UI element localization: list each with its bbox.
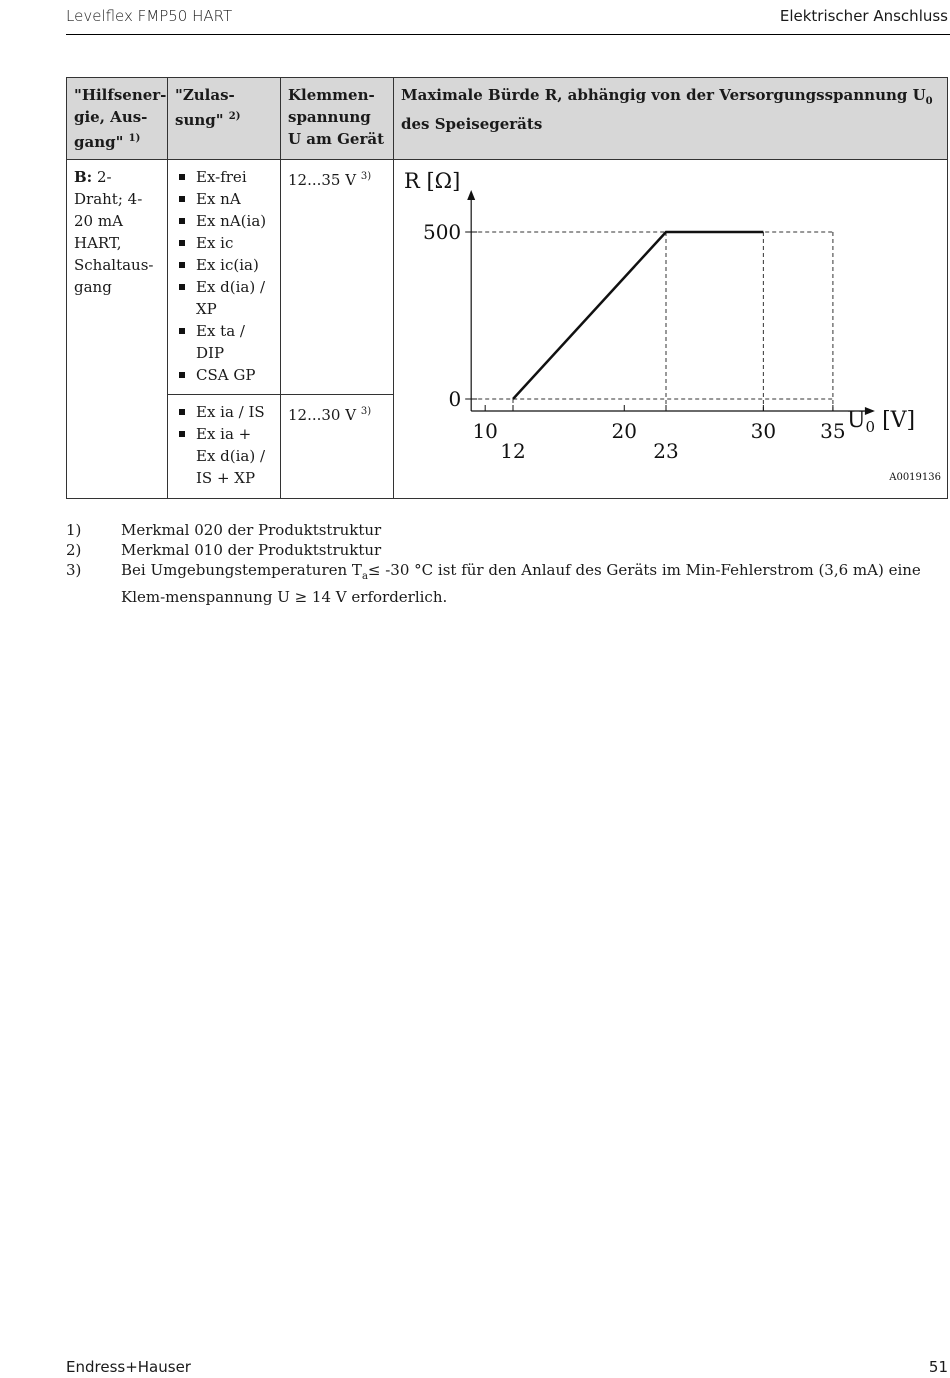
load-line-series — [513, 232, 763, 399]
voltage-cell-group1: 12...35 V $^{3)}$ — [281, 160, 394, 395]
x-tick-label: 20 — [611, 419, 637, 443]
document-title: Levelflex FMP50 HART — [66, 7, 233, 25]
x-axis-label: $U_0$ [V] — [847, 408, 916, 436]
table-header-row — [67, 78, 948, 160]
approval-item: Ex ic — [175, 232, 273, 254]
approvals-list-group2 — [175, 401, 273, 489]
col-header-power-output: "Hilfsener-gie, Aus-gang" $^{1)}$ — [67, 78, 168, 160]
power-output-cell: B: 2-Draht; 4-20 mA HART, Schaltaus-gang — [67, 160, 168, 499]
load-table — [66, 77, 948, 499]
y-axis-label: R [Ω] — [404, 169, 461, 193]
approval-item: Ex ia + Ex d(ia) / IS + XP — [175, 423, 273, 489]
y-tick-label: 0 — [448, 387, 462, 411]
approvals-cell-group1 — [168, 160, 281, 395]
x-axis-arrow — [865, 407, 875, 415]
approval-item: Ex nA — [175, 188, 273, 210]
approvals-cell-group2 — [168, 395, 281, 499]
y-axis-arrow — [467, 190, 475, 200]
approval-item: Ex ic(ia) — [175, 254, 273, 276]
x-tick-label: 12 — [500, 439, 526, 463]
footnote: 3) Bei Umgebungstemperaturen $T_a\le -30$ °C ist für den Anlauf des Geräts im Min-Fehlerstrom (3,6 mA) eine Klem-menspannung U ≥ 14 V erforderlich. — [66, 561, 921, 606]
approval-item: Ex d(ia) / XP — [175, 276, 273, 320]
footer-brand: Endress+Hauser — [66, 1358, 191, 1376]
approval-item: CSA GP — [175, 364, 273, 386]
col-header-terminal-voltage: Klemmen-spannung U am Gerät — [281, 78, 394, 160]
col-header-approval: "Zulas-sung" $^{2)}$ — [168, 78, 281, 160]
figure-id: A0019136 — [889, 472, 941, 483]
approval-item: Ex nA(ia) — [175, 210, 273, 232]
approval-item: Ex ia / IS — [175, 401, 273, 423]
table-row — [67, 160, 948, 395]
y-tick-label: 500 — [422, 220, 462, 244]
approvals-list-group1 — [175, 166, 273, 386]
footnotes — [66, 520, 938, 607]
footnote: 1) Merkmal 020 der Produktstruktur — [66, 521, 382, 539]
voltage-cell-group2: 12...30 V $^{3)}$ — [281, 395, 394, 499]
footnote: 2) Merkmal 010 der Produktstruktur — [66, 541, 382, 559]
page-number: 51 — [928, 1358, 948, 1376]
header-rule — [66, 34, 950, 35]
x-tick-label: 35 — [820, 419, 846, 443]
approval-item: Ex-frei — [175, 166, 273, 188]
x-tick-label: 10 — [472, 419, 498, 443]
col-header-max-load: Maximale Bürde R, abhängig von der Versorgungsspannung $U_0$ des Speisegeräts — [394, 78, 948, 160]
x-tick-label: 30 — [750, 419, 777, 443]
x-tick-label: 23 — [653, 439, 679, 463]
section-title: Elektrischer Anschluss — [779, 7, 948, 25]
load-chart-cell — [394, 160, 948, 499]
load-chart — [394, 160, 949, 498]
approval-item: Ex ta / DIP — [175, 320, 273, 364]
